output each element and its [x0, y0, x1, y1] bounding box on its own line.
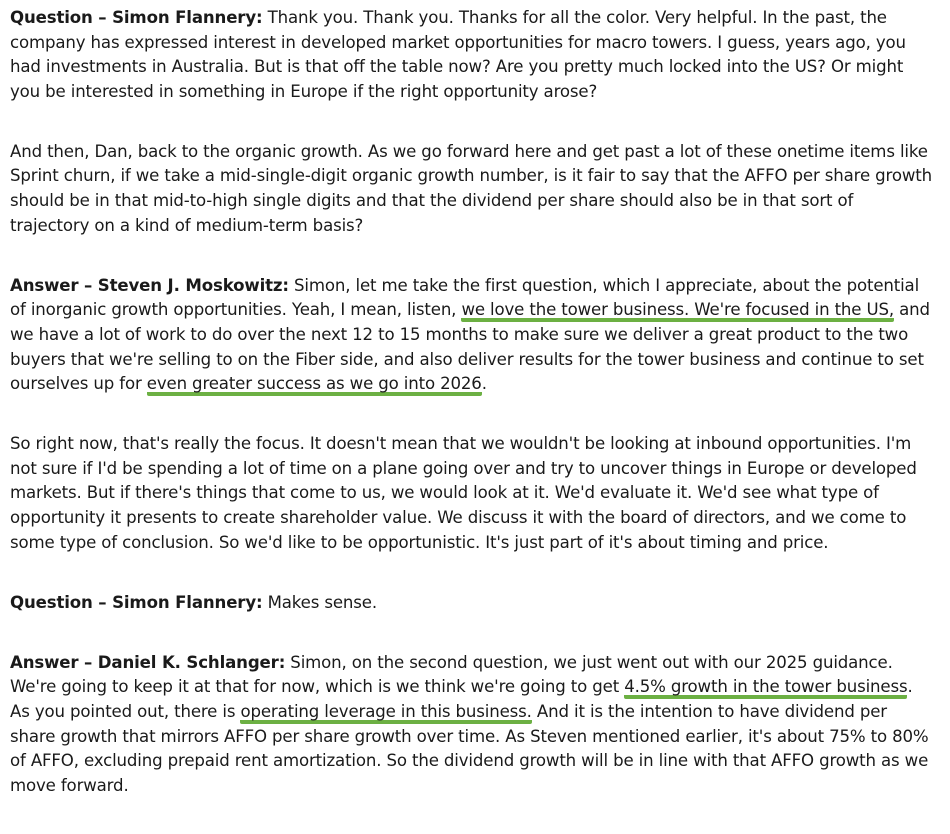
paragraph-text: And then, Dan, back to the organic growth. As we go forward here and get past a lot of these onetime items like Sprint churn, if we take a mid-single-digit organic growth number, is it fair to say that the AFFO per share growth should be in that mid-to-high single digits and that the dividend per share should also be in that sort of trajectory on a kind of medium-term basis?: [10, 141, 932, 235]
paragraph-text: Simon, let me take the first question, which I appreciate, about the potential of inorganic growth opportunities. Yeah, I mean, listen,: [10, 275, 920, 320]
paragraph-text: So right now, that's really the focus. It doesn't mean that we wouldn't be looking at inbound opportunities. I'm not sure if I'd be spending a lot of time on a plane going over and try to uncover things in Europe or developed markets. But if there's things that come to us, we would look at it. We'd evaluate it. We'd see what type of opportunity it presents to create shareholder value. We discuss it with the board of directors, and we come to some type of conclusion. So we'd like to be opportunistic. It's just part of it's about timing and price.: [10, 434, 917, 552]
paragraph-text: Simon, on the second question, we just went out with our 2025 guidance. We're going to keep it at that for now, which is we think we're going to get: [10, 652, 893, 697]
highlighted-phrase: operating leverage in this business.: [240, 702, 531, 724]
speaker-label: Question – Simon Flannery:: [10, 592, 263, 612]
highlighted-phrase: 4.5% growth in the tower business: [624, 677, 907, 699]
speaker-label: Answer – Steven J. Moskowitz:: [10, 275, 289, 295]
transcript-document: [10, 6, 932, 834]
highlighted-phrase: even greater success as we go into 2026: [147, 374, 482, 396]
paragraph-text: .: [481, 374, 487, 394]
paragraph-text: and we have a lot of work to do over the next 12 to 15 months to make sure we deliver a great product to the two buyers that we're selling to on the Fiber side, and also deliver results for the tower business and continue to set ourselves up for: [10, 300, 930, 394]
transcript-paragraph-6: [10, 651, 932, 799]
transcript-paragraph-2: [10, 140, 932, 238]
paragraph-text: And it is the intention to have dividend per share growth that mirrors AFFO per share growth over time. As Steven mentioned earlier, it's about 75% to 80% of AFFO, excluding prepaid rent amortization. So the dividend growth will be in line with that AFFO growth as we move forward.: [10, 701, 929, 795]
speaker-label: Answer – Daniel K. Schlanger:: [10, 652, 286, 672]
transcript-paragraph-5: [10, 591, 932, 616]
paragraph-text: . As you pointed out, there is: [10, 677, 913, 721]
speaker-label: Question – Simon Flannery:: [10, 8, 263, 27]
transcript-paragraph-1: [10, 6, 932, 104]
highlighted-phrase: we love the tower business. We're focused in the US,: [461, 300, 894, 322]
transcript-paragraph-4: [10, 432, 932, 555]
paragraph-text: Makes sense.: [262, 592, 377, 612]
transcript-paragraph-3: [10, 274, 932, 397]
paragraph-text: Thank you. Thank you. Thanks for all the color. Very helpful. In the past, the company has expressed interest in developed market opportunities for macro towers. I guess, years ago, you had investments in Australia. But is that off the table now? Are you pretty much locked into the US? Or might you be interested in something in Europe if the right opportunity arose?: [10, 8, 906, 101]
